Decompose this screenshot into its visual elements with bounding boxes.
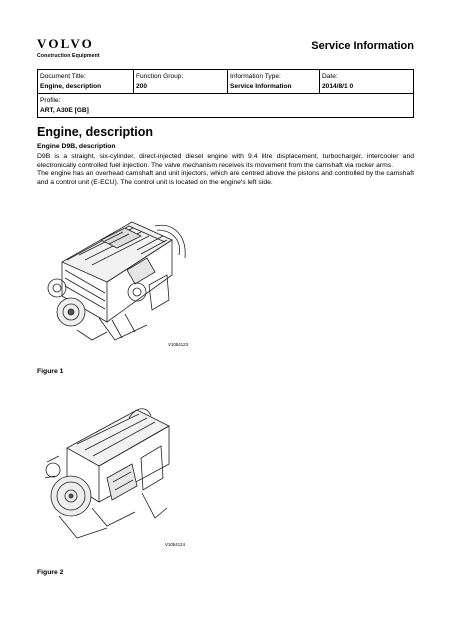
- paragraph: D9B is a straight, six-cylinder, direct-injected diesel engine with 9.4 litre displacement, turbocharger, intercooler and electronically controlled fuel injection. The valve mechanism receives its movement from the camshaft via rocker arms.: [37, 153, 414, 169]
- meta-value: Engine, description: [40, 82, 102, 90]
- meta-profile: [38, 94, 413, 117]
- meta-row-profile: [38, 94, 413, 117]
- meta-function-group: [134, 70, 228, 93]
- meta-label: Function Group:: [136, 73, 184, 80]
- meta-value: Service Information: [230, 82, 292, 90]
- paragraph: The engine has an overhead camshaft and unit injectors, which are centred above the pistons and controlled by the camshaft and a control unit (E-ECU). The control unit is located on the engine's left side.: [37, 170, 414, 186]
- meta-information-type: [228, 70, 320, 93]
- document-meta-table: [37, 69, 414, 118]
- meta-label: Date:: [322, 73, 338, 80]
- section-subtitle: Engine D9B, description: [37, 143, 116, 150]
- meta-label: Profile:: [40, 97, 61, 104]
- meta-label: Document Title:: [40, 73, 86, 80]
- logo-subtitle: Construction Equipment: [37, 53, 100, 59]
- figure-code: V1054123: [168, 342, 189, 347]
- document-type-heading: Service Information: [311, 40, 414, 52]
- logo-wordmark: VOLVO: [37, 36, 94, 51]
- volvo-logo: [37, 37, 100, 59]
- figure-code: V1054124: [165, 542, 186, 547]
- meta-value: 200: [136, 82, 148, 90]
- meta-date: [320, 70, 413, 93]
- meta-document-title: [38, 70, 134, 93]
- description-text: [37, 153, 414, 187]
- figure-caption: Figure 1: [37, 368, 64, 375]
- meta-row-main: [38, 70, 413, 94]
- figure-caption: Figure 2: [37, 569, 64, 576]
- meta-value: ART, A30E [GB]: [40, 106, 89, 114]
- engine-illustration-2: [37, 398, 187, 548]
- engine-illustration-1: [37, 200, 197, 350]
- page-title: Engine, description: [37, 125, 153, 139]
- meta-value: 2014/8/1 0: [322, 82, 354, 90]
- meta-label: Information Type:: [230, 73, 281, 80]
